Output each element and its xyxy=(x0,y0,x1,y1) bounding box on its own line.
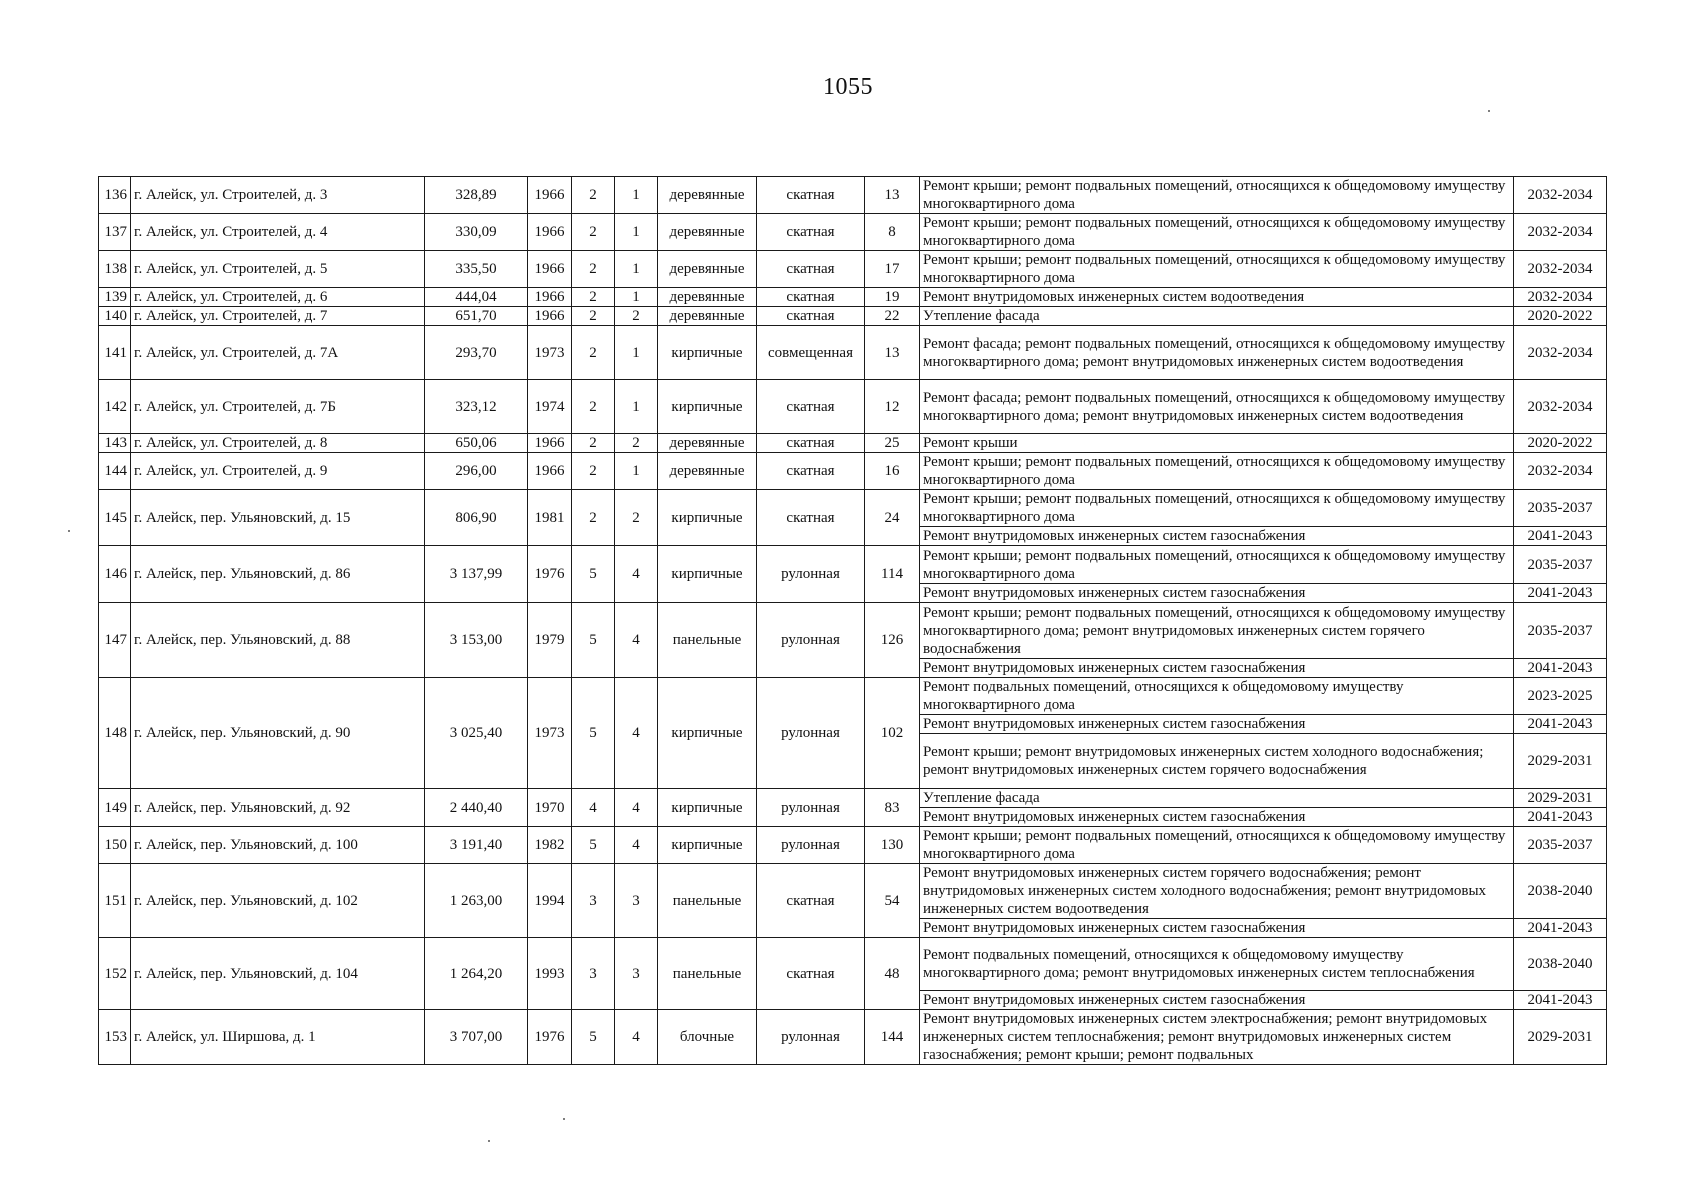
address-cell: г. Алейск, ул. Строителей, д. 3 xyxy=(131,177,425,214)
roof-type-cell: скатная xyxy=(757,434,865,453)
address-cell: г. Алейск, ул. Строителей, д. 6 xyxy=(131,288,425,307)
address-cell: г. Алейск, пер. Ульяновский, д. 100 xyxy=(131,827,425,864)
address-cell: г. Алейск, ул. Строителей, д. 9 xyxy=(131,453,425,490)
row-number: 151 xyxy=(99,864,131,938)
year-cell: 1973 xyxy=(528,326,572,380)
year-cell: 1966 xyxy=(528,307,572,326)
repair-work-cell: Ремонт внутридомовых инженерных систем газоснабжения xyxy=(920,991,1514,1010)
row-number: 140 xyxy=(99,307,131,326)
roof-type-cell: рулонная xyxy=(757,827,865,864)
repair-period-cell: 2041-2043 xyxy=(1514,659,1607,678)
address-cell: г. Алейск, ул. Ширшова, д. 1 xyxy=(131,1010,425,1065)
area-cell: 3 025,40 xyxy=(425,678,528,789)
table-row xyxy=(99,678,1607,715)
year-cell: 1970 xyxy=(528,789,572,827)
entrances-cell: 4 xyxy=(615,789,658,827)
row-number: 138 xyxy=(99,251,131,288)
area-cell: 3 707,00 xyxy=(425,1010,528,1065)
wall-material-cell: деревянные xyxy=(658,453,757,490)
year-cell: 1981 xyxy=(528,490,572,546)
residents-cell: 25 xyxy=(865,434,920,453)
floors-cell: 3 xyxy=(572,864,615,938)
roof-type-cell: скатная xyxy=(757,214,865,251)
floors-cell: 2 xyxy=(572,251,615,288)
year-cell: 1993 xyxy=(528,938,572,1010)
area-cell: 1 264,20 xyxy=(425,938,528,1010)
area-cell: 444,04 xyxy=(425,288,528,307)
row-number: 139 xyxy=(99,288,131,307)
address-cell: г. Алейск, пер. Ульяновский, д. 86 xyxy=(131,546,425,603)
row-number: 152 xyxy=(99,938,131,1010)
floors-cell: 5 xyxy=(572,546,615,603)
repair-period-cell: 2035-2037 xyxy=(1514,546,1607,584)
area-cell: 651,70 xyxy=(425,307,528,326)
year-cell: 1966 xyxy=(528,288,572,307)
table-row xyxy=(99,789,1607,808)
residents-cell: 83 xyxy=(865,789,920,827)
repair-period-cell: 2041-2043 xyxy=(1514,527,1607,546)
table-row xyxy=(99,546,1607,584)
repair-period-cell: 2020-2022 xyxy=(1514,434,1607,453)
wall-material-cell: кирпичные xyxy=(658,789,757,827)
year-cell: 1979 xyxy=(528,603,572,678)
floors-cell: 5 xyxy=(572,603,615,678)
repair-period-cell: 2032-2034 xyxy=(1514,177,1607,214)
year-cell: 1974 xyxy=(528,380,572,434)
entrances-cell: 4 xyxy=(615,678,658,789)
table-row xyxy=(99,864,1607,919)
entrances-cell: 4 xyxy=(615,603,658,678)
floors-cell: 2 xyxy=(572,288,615,307)
roof-type-cell: скатная xyxy=(757,938,865,1010)
address-cell: г. Алейск, пер. Ульяновский, д. 90 xyxy=(131,678,425,789)
area-cell: 296,00 xyxy=(425,453,528,490)
scan-speck xyxy=(563,1118,565,1120)
entrances-cell: 1 xyxy=(615,214,658,251)
wall-material-cell: панельные xyxy=(658,938,757,1010)
repair-period-cell: 2023-2025 xyxy=(1514,678,1607,715)
area-cell: 2 440,40 xyxy=(425,789,528,827)
entrances-cell: 1 xyxy=(615,288,658,307)
wall-material-cell: панельные xyxy=(658,603,757,678)
wall-material-cell: кирпичные xyxy=(658,678,757,789)
repair-work-cell: Ремонт внутридомовых инженерных систем электроснабжения; ремонт внутридомовых инженерных систем теплоснабжения; ремонт внутридомовых инженерных систем газоснабжения; ремонт крыши; ремонт подвальных xyxy=(920,1010,1514,1065)
year-cell: 1966 xyxy=(528,434,572,453)
roof-type-cell: совмещенная xyxy=(757,326,865,380)
repair-period-cell: 2035-2037 xyxy=(1514,603,1607,659)
table-row xyxy=(99,827,1607,864)
repair-work-cell: Ремонт внутридомовых инженерных систем газоснабжения xyxy=(920,527,1514,546)
area-cell: 328,89 xyxy=(425,177,528,214)
floors-cell: 5 xyxy=(572,678,615,789)
residents-cell: 54 xyxy=(865,864,920,938)
page-number: 1055 xyxy=(823,74,873,100)
row-number: 145 xyxy=(99,490,131,546)
repair-work-cell: Ремонт крыши; ремонт подвальных помещений, относящихся к общедомовому имуществу многоквартирного дома xyxy=(920,490,1514,527)
floors-cell: 2 xyxy=(572,380,615,434)
address-cell: г. Алейск, ул. Строителей, д. 5 xyxy=(131,251,425,288)
roof-type-cell: скатная xyxy=(757,288,865,307)
repair-work-cell: Ремонт крыши; ремонт подвальных помещений, относящихся к общедомовому имуществу многоквартирного дома xyxy=(920,453,1514,490)
repair-work-cell: Ремонт подвальных помещений, относящихся к общедомовому имуществу многоквартирного дома; ремонт внутридомовых инженерных систем теплоснабжения xyxy=(920,938,1514,991)
residents-cell: 17 xyxy=(865,251,920,288)
table-row xyxy=(99,288,1607,307)
wall-material-cell: деревянные xyxy=(658,214,757,251)
wall-material-cell: кирпичные xyxy=(658,326,757,380)
area-cell: 323,12 xyxy=(425,380,528,434)
residents-cell: 8 xyxy=(865,214,920,251)
repair-period-cell: 2029-2031 xyxy=(1514,789,1607,808)
repair-work-cell: Ремонт крыши; ремонт подвальных помещений, относящихся к общедомовому имуществу многоквартирного дома; ремонт внутридомовых инженерных систем горячего водоснабжения xyxy=(920,603,1514,659)
repair-period-cell: 2032-2034 xyxy=(1514,326,1607,380)
repair-work-cell: Ремонт крыши; ремонт подвальных помещений, относящихся к общедомовому имуществу многоквартирного дома xyxy=(920,177,1514,214)
residents-cell: 24 xyxy=(865,490,920,546)
table-row xyxy=(99,326,1607,380)
roof-type-cell: рулонная xyxy=(757,789,865,827)
table-row xyxy=(99,214,1607,251)
table-row xyxy=(99,938,1607,991)
repair-work-cell: Утепление фасада xyxy=(920,789,1514,808)
repair-work-cell: Ремонт крыши xyxy=(920,434,1514,453)
roof-type-cell: скатная xyxy=(757,453,865,490)
residents-cell: 48 xyxy=(865,938,920,1010)
row-number: 148 xyxy=(99,678,131,789)
repair-period-cell: 2032-2034 xyxy=(1514,453,1607,490)
residents-cell: 13 xyxy=(865,326,920,380)
repair-period-cell: 2041-2043 xyxy=(1514,584,1607,603)
row-number: 137 xyxy=(99,214,131,251)
year-cell: 1994 xyxy=(528,864,572,938)
row-number: 149 xyxy=(99,789,131,827)
wall-material-cell: кирпичные xyxy=(658,546,757,603)
repair-period-cell: 2032-2034 xyxy=(1514,251,1607,288)
row-number: 146 xyxy=(99,546,131,603)
year-cell: 1973 xyxy=(528,678,572,789)
row-number: 150 xyxy=(99,827,131,864)
entrances-cell: 2 xyxy=(615,434,658,453)
residents-cell: 130 xyxy=(865,827,920,864)
row-number: 153 xyxy=(99,1010,131,1065)
roof-type-cell: скатная xyxy=(757,307,865,326)
address-cell: г. Алейск, пер. Ульяновский, д. 104 xyxy=(131,938,425,1010)
area-cell: 3 153,00 xyxy=(425,603,528,678)
repair-period-cell: 2032-2034 xyxy=(1514,380,1607,434)
year-cell: 1976 xyxy=(528,546,572,603)
area-cell: 293,70 xyxy=(425,326,528,380)
repair-period-cell: 2041-2043 xyxy=(1514,919,1607,938)
roof-type-cell: рулонная xyxy=(757,603,865,678)
area-cell: 1 263,00 xyxy=(425,864,528,938)
residents-cell: 16 xyxy=(865,453,920,490)
year-cell: 1966 xyxy=(528,453,572,490)
year-cell: 1982 xyxy=(528,827,572,864)
entrances-cell: 1 xyxy=(615,251,658,288)
wall-material-cell: кирпичные xyxy=(658,380,757,434)
roof-type-cell: скатная xyxy=(757,177,865,214)
roof-type-cell: рулонная xyxy=(757,1010,865,1065)
floors-cell: 5 xyxy=(572,1010,615,1065)
repair-work-cell: Ремонт внутридомовых инженерных систем газоснабжения xyxy=(920,659,1514,678)
repair-period-cell: 2038-2040 xyxy=(1514,864,1607,919)
repair-work-cell: Ремонт крыши; ремонт подвальных помещений, относящихся к общедомовому имуществу многоквартирного дома xyxy=(920,827,1514,864)
floors-cell: 2 xyxy=(572,326,615,380)
repair-period-cell: 2041-2043 xyxy=(1514,808,1607,827)
table-row xyxy=(99,1010,1607,1065)
area-cell: 806,90 xyxy=(425,490,528,546)
entrances-cell: 1 xyxy=(615,326,658,380)
row-number: 136 xyxy=(99,177,131,214)
floors-cell: 2 xyxy=(572,307,615,326)
repair-work-cell: Ремонт внутридомовых инженерных систем газоснабжения xyxy=(920,715,1514,734)
wall-material-cell: кирпичные xyxy=(658,827,757,864)
entrances-cell: 4 xyxy=(615,827,658,864)
table-row xyxy=(99,177,1607,214)
residents-cell: 19 xyxy=(865,288,920,307)
table-row xyxy=(99,453,1607,490)
address-cell: г. Алейск, ул. Строителей, д. 7А xyxy=(131,326,425,380)
wall-material-cell: кирпичные xyxy=(658,490,757,546)
residents-cell: 12 xyxy=(865,380,920,434)
repair-work-cell: Ремонт внутридомовых инженерных систем горячего водоснабжения; ремонт внутридомовых инженерных систем холодного водоснабжения; ремонт внутридомовых инженерных систем водоотведения xyxy=(920,864,1514,919)
row-number: 142 xyxy=(99,380,131,434)
residents-cell: 102 xyxy=(865,678,920,789)
table-row xyxy=(99,603,1607,659)
repair-period-cell: 2035-2037 xyxy=(1514,827,1607,864)
repair-work-cell: Ремонт крыши; ремонт внутридомовых инженерных систем холодного водоснабжения; ремонт внутридомовых инженерных систем горячего водоснабжения xyxy=(920,734,1514,789)
repair-period-cell: 2032-2034 xyxy=(1514,214,1607,251)
wall-material-cell: деревянные xyxy=(658,177,757,214)
table-row xyxy=(99,434,1607,453)
floors-cell: 2 xyxy=(572,453,615,490)
address-cell: г. Алейск, ул. Строителей, д. 7 xyxy=(131,307,425,326)
housing-registry-table xyxy=(98,176,1607,1065)
repair-period-cell: 2035-2037 xyxy=(1514,490,1607,527)
repair-work-cell: Утепление фасада xyxy=(920,307,1514,326)
residents-cell: 126 xyxy=(865,603,920,678)
repair-work-cell: Ремонт крыши; ремонт подвальных помещений, относящихся к общедомовому имуществу многоквартирного дома xyxy=(920,214,1514,251)
repair-period-cell: 2041-2043 xyxy=(1514,991,1607,1010)
year-cell: 1966 xyxy=(528,251,572,288)
floors-cell: 4 xyxy=(572,789,615,827)
wall-material-cell: панельные xyxy=(658,864,757,938)
roof-type-cell: рулонная xyxy=(757,546,865,603)
entrances-cell: 1 xyxy=(615,380,658,434)
scan-speck xyxy=(68,530,70,532)
wall-material-cell: деревянные xyxy=(658,251,757,288)
residents-cell: 22 xyxy=(865,307,920,326)
year-cell: 1976 xyxy=(528,1010,572,1065)
repair-period-cell: 2032-2034 xyxy=(1514,288,1607,307)
repair-work-cell: Ремонт внутридомовых инженерных систем газоснабжения xyxy=(920,584,1514,603)
year-cell: 1966 xyxy=(528,214,572,251)
roof-type-cell: скатная xyxy=(757,864,865,938)
address-cell: г. Алейск, пер. Ульяновский, д. 88 xyxy=(131,603,425,678)
area-cell: 3 137,99 xyxy=(425,546,528,603)
wall-material-cell: деревянные xyxy=(658,434,757,453)
scan-speck xyxy=(488,1140,490,1142)
residents-cell: 13 xyxy=(865,177,920,214)
repair-work-cell: Ремонт крыши; ремонт подвальных помещений, относящихся к общедомовому имуществу многоквартирного дома xyxy=(920,251,1514,288)
address-cell: г. Алейск, ул. Строителей, д. 8 xyxy=(131,434,425,453)
repair-work-cell: Ремонт внутридомовых инженерных систем газоснабжения xyxy=(920,808,1514,827)
repair-period-cell: 2029-2031 xyxy=(1514,1010,1607,1065)
entrances-cell: 2 xyxy=(615,307,658,326)
table-row xyxy=(99,380,1607,434)
area-cell: 335,50 xyxy=(425,251,528,288)
wall-material-cell: деревянные xyxy=(658,288,757,307)
area-cell: 650,06 xyxy=(425,434,528,453)
entrances-cell: 1 xyxy=(615,453,658,490)
table-row xyxy=(99,307,1607,326)
repair-period-cell: 2020-2022 xyxy=(1514,307,1607,326)
scan-speck xyxy=(1488,110,1490,112)
floors-cell: 5 xyxy=(572,827,615,864)
entrances-cell: 4 xyxy=(615,1010,658,1065)
repair-period-cell: 2038-2040 xyxy=(1514,938,1607,991)
address-cell: г. Алейск, ул. Строителей, д. 4 xyxy=(131,214,425,251)
wall-material-cell: блочные xyxy=(658,1010,757,1065)
residents-cell: 144 xyxy=(865,1010,920,1065)
repair-work-cell: Ремонт внутридомовых инженерных систем газоснабжения xyxy=(920,919,1514,938)
area-cell: 330,09 xyxy=(425,214,528,251)
row-number: 143 xyxy=(99,434,131,453)
repair-work-cell: Ремонт внутридомовых инженерных систем водоотведения xyxy=(920,288,1514,307)
row-number: 141 xyxy=(99,326,131,380)
entrances-cell: 1 xyxy=(615,177,658,214)
registry-body xyxy=(99,177,1607,1065)
address-cell: г. Алейск, пер. Ульяновский, д. 92 xyxy=(131,789,425,827)
wall-material-cell: деревянные xyxy=(658,307,757,326)
area-cell: 3 191,40 xyxy=(425,827,528,864)
address-cell: г. Алейск, пер. Ульяновский, д. 15 xyxy=(131,490,425,546)
repair-period-cell: 2041-2043 xyxy=(1514,715,1607,734)
entrances-cell: 3 xyxy=(615,938,658,1010)
year-cell: 1966 xyxy=(528,177,572,214)
entrances-cell: 3 xyxy=(615,864,658,938)
table-row xyxy=(99,490,1607,527)
roof-type-cell: рулонная xyxy=(757,678,865,789)
roof-type-cell: скатная xyxy=(757,251,865,288)
floors-cell: 2 xyxy=(572,434,615,453)
row-number: 144 xyxy=(99,453,131,490)
residents-cell: 114 xyxy=(865,546,920,603)
repair-work-cell: Ремонт подвальных помещений, относящихся к общедомовому имуществу многоквартирного дома xyxy=(920,678,1514,715)
repair-work-cell: Ремонт фасада; ремонт подвальных помещений, относящихся к общедомовому имуществу многоквартирного дома; ремонт внутридомовых инженерных систем водоотведения xyxy=(920,380,1514,434)
floors-cell: 2 xyxy=(572,490,615,546)
address-cell: г. Алейск, ул. Строителей, д. 7Б xyxy=(131,380,425,434)
row-number: 147 xyxy=(99,603,131,678)
roof-type-cell: скатная xyxy=(757,490,865,546)
table-row xyxy=(99,251,1607,288)
repair-work-cell: Ремонт фасада; ремонт подвальных помещений, относящихся к общедомовому имуществу многоквартирного дома; ремонт внутридомовых инженерных систем водоотведения xyxy=(920,326,1514,380)
entrances-cell: 2 xyxy=(615,490,658,546)
floors-cell: 2 xyxy=(572,214,615,251)
repair-period-cell: 2029-2031 xyxy=(1514,734,1607,789)
repair-work-cell: Ремонт крыши; ремонт подвальных помещений, относящихся к общедомовому имуществу многоквартирного дома xyxy=(920,546,1514,584)
entrances-cell: 4 xyxy=(615,546,658,603)
floors-cell: 2 xyxy=(572,177,615,214)
address-cell: г. Алейск, пер. Ульяновский, д. 102 xyxy=(131,864,425,938)
floors-cell: 3 xyxy=(572,938,615,1010)
roof-type-cell: скатная xyxy=(757,380,865,434)
